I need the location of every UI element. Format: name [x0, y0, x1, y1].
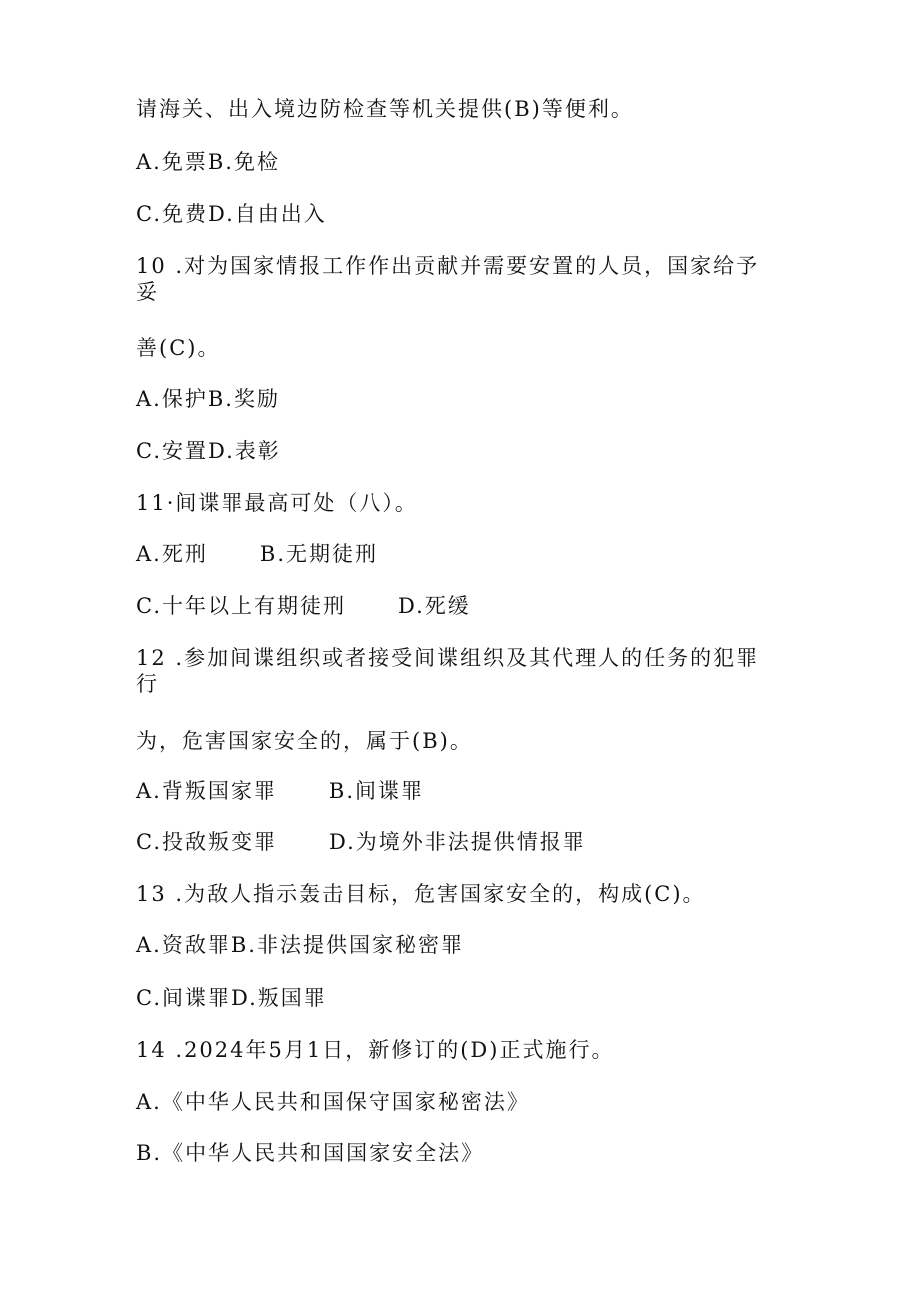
text-line-q10-stem-end: 善(C)。 [136, 336, 221, 360]
text-line-q13-options-cd: C.间谍罪D.叛国罪 [136, 986, 327, 1010]
text-line-q14-option-a: A.《中华人民共和国保守国家秘密法》 [136, 1090, 530, 1114]
text-line-q14-stem: 14 .2024年5月1日，新修订的(D)正式施行。 [136, 1038, 615, 1062]
text-line-q13-options-ab: A.资敌罪B.非法提供国家秘密罪 [136, 933, 464, 957]
text-line-q14-option-b: B.《中华人民共和国国家安全法》 [136, 1141, 485, 1165]
text-line-q11-options-cd: C.十年以上有期徒刑 D.死缓 [136, 594, 471, 618]
text-line-q10-stem: 10 .对为国家情报工作作出贡献并需要安置的人员，国家给予 妥 [136, 254, 760, 304]
text-line-q9-options-cd: C.免费D.自由出入 [136, 202, 327, 226]
text-line-q13-stem: 13 .为敌人指示轰击目标，危害国家安全的，构成(C)。 [136, 882, 706, 906]
text-line-q9-options-ab: A.免票B.免检 [136, 150, 280, 174]
text-line-q10-options-cd: C.安置D.表彰 [136, 439, 281, 463]
text-line-q12-options-cd: C.投敌叛变罪 D.为境外非法提供情报罪 [136, 830, 586, 854]
text-line-q11-options-ab: A.死刑 B.无期徒刑 [136, 542, 378, 566]
text-line-q9-continuation: 请海关、出入境边防检查等机关提供(B)等便利。 [136, 97, 634, 121]
text-line-q10-options-ab: A.保护B.奖励 [136, 387, 280, 411]
text-line-q11-stem: 11·间谍罪最高可处（八）。 [136, 491, 418, 515]
text-line-q12-stem-end: 为，危害国家安全的，属于(B)。 [136, 729, 473, 753]
text-line-q12-options-ab: A.背叛国家罪 B.间谍罪 [136, 779, 424, 803]
text-line-q12-stem: 12 .参加间谍组织或者接受间谍组织及其代理人的任务的犯罪 行 [136, 646, 760, 696]
